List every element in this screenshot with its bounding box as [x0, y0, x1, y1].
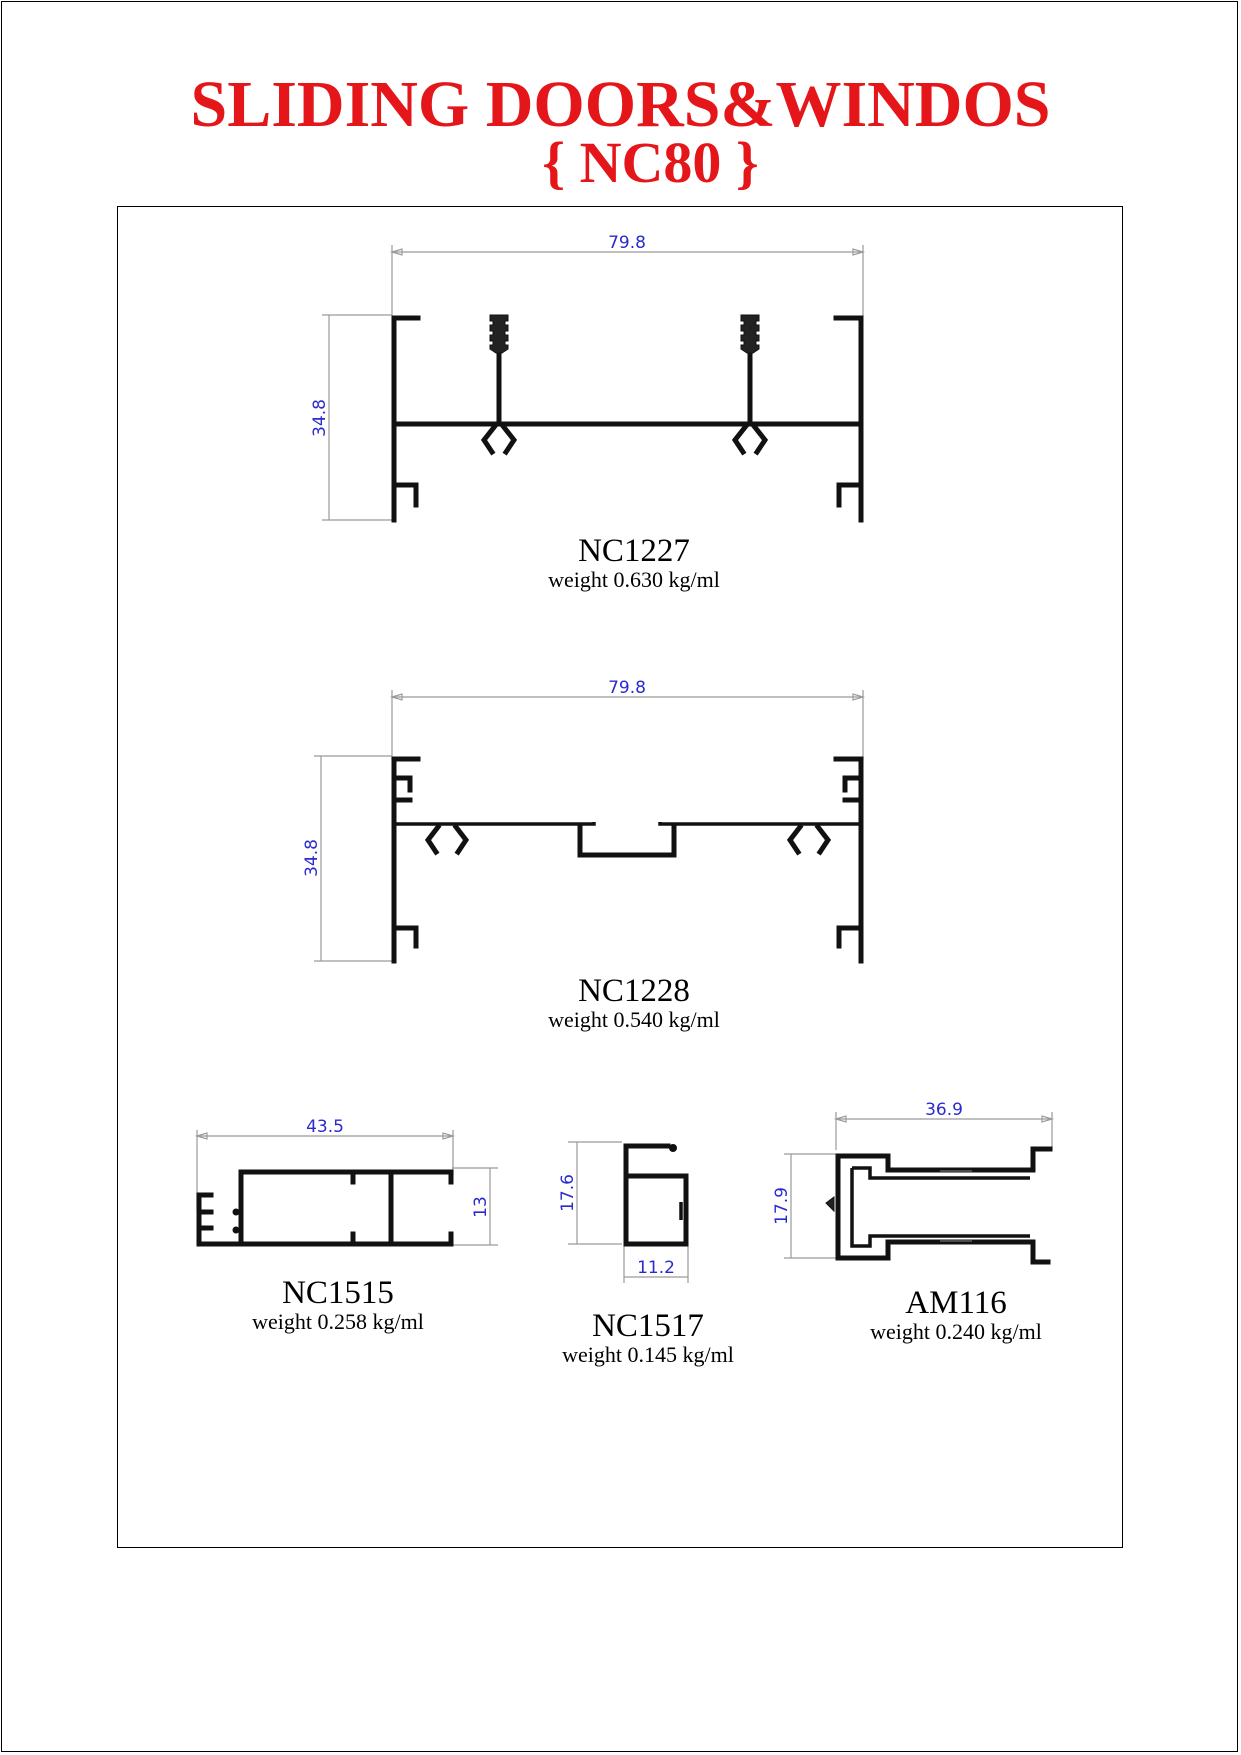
dim-width-nc1228: 79.8 [608, 678, 646, 698]
profile-code: NC1228 [578, 973, 690, 1009]
profile-nc1228-label [484, 975, 784, 1032]
profile-am116-label [806, 1287, 1106, 1344]
profile-nub [826, 1197, 834, 1211]
profile-code: NC1517 [592, 1308, 704, 1344]
profile-gasket-fin [741, 315, 759, 353]
profile-right-foot [839, 928, 861, 946]
profile-am116-drawing [772, 1100, 1052, 1262]
profile-right-foot [839, 485, 861, 505]
profile-nc1517-drawing [558, 1142, 688, 1283]
profile-nc1515-label [188, 1277, 488, 1334]
series-title: { NC80 } [542, 130, 759, 195]
dim-width-nc1515: 43.5 [306, 1117, 344, 1137]
profile-nc1228-drawing [302, 678, 863, 961]
profile-right-web [660, 822, 861, 824]
dim-height-nc1227: 34.8 [310, 399, 330, 437]
profile-bead [669, 1144, 677, 1152]
profile-left-web [394, 822, 594, 824]
profile-inner [852, 1168, 1030, 1246]
profile-clip [754, 426, 765, 452]
profile-code: NC1515 [282, 1275, 394, 1311]
dim-width-am116: 36.9 [925, 1100, 963, 1120]
profile-clip [484, 426, 495, 452]
profile-clip [735, 426, 746, 452]
profile-weight: weight 0.145 kg/ml [562, 1342, 734, 1367]
profile-nc1227-label [484, 535, 784, 592]
profile-code: AM116 [905, 1285, 1007, 1321]
profile-clip [503, 426, 514, 452]
profile-center-channel [580, 826, 674, 855]
profile-bead [233, 1209, 240, 1216]
page-title: SLIDING DOORS&WINDOS [190, 68, 1051, 141]
profile-left-foot [394, 928, 416, 946]
profile-bottom-flange [888, 1242, 1048, 1262]
profile-weight: weight 0.630 kg/ml [548, 567, 720, 592]
profile-nc1515-drawing [197, 1117, 498, 1245]
profile-box [626, 1176, 686, 1244]
profile-nc1227-drawing [310, 233, 863, 520]
profile-weight: weight 0.540 kg/ml [548, 1007, 720, 1032]
dim-height-nc1515: 13 [471, 1196, 491, 1218]
profile-bead [233, 1227, 240, 1234]
profile-left-foot [394, 485, 416, 505]
profile-clip [456, 827, 466, 852]
dim-height-nc1517: 17.6 [558, 1174, 578, 1212]
profile-weight: weight 0.258 kg/ml [252, 1309, 424, 1334]
dim-width-nc1517: 11.2 [637, 1258, 675, 1278]
profile-weight: weight 0.240 kg/ml [870, 1319, 1042, 1344]
profile-nc1517-label [498, 1310, 798, 1367]
profile-body [241, 1172, 451, 1244]
profile-gasket-fin [490, 315, 508, 353]
dim-height-am116: 17.9 [772, 1187, 792, 1225]
dim-width-nc1227: 79.8 [608, 233, 646, 253]
dim-height-nc1228: 34.8 [302, 839, 322, 877]
profile-code: NC1227 [578, 533, 690, 569]
profile-back [838, 1156, 888, 1258]
profile-clip [818, 827, 828, 852]
profile-clip [428, 827, 438, 852]
profile-clip [790, 827, 800, 852]
profile-lip [199, 1195, 241, 1244]
